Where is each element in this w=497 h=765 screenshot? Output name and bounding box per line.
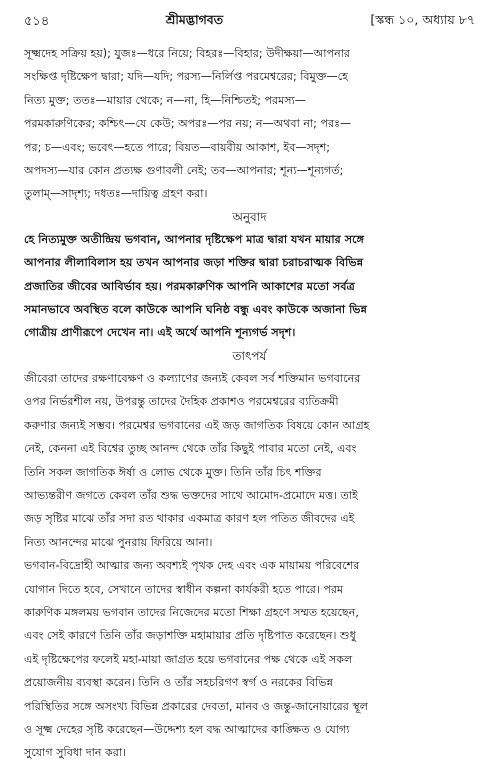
purport-line: ওপর নির্ভরশীল নয়, উপরন্তু তাদের দৈহিক প্রকাশও পরমেশ্বরের ব্যতিক্রমী (24, 395, 339, 409)
synonyms-line: পর; চ—এবং; ভবেৎ—হতে পারে; বিয়ত—বায়বীয় আকাশ, ইব—সদৃশ; (24, 140, 330, 154)
purport-line: ও সূক্ষ্ম দেহের সৃষ্টি করেছেন—উদ্দেশ্য হল বদ্ধ আত্মাদের কাঙ্ক্ষিত ও যোগ্য (24, 722, 350, 736)
purport-line: জীবেরা তাদের রক্ষণাবেক্ষণ ও কল্যাণের জন্যই কেবল সর্ব শক্তিমান ভগবানের (24, 371, 361, 385)
purport-line: প্রয়োজনীয় ব্যবস্থা করেন। তিনি ও তাঁর সহচরিগণ স্বর্গ ও নরকের বিভিন্ন (24, 676, 333, 690)
purport-line: এবং সেই কারণে তিনি তাঁর জড়াশক্তি মহামায়ার প্রতি দৃষ্টিপাত করেছেন। শুধু (24, 629, 356, 643)
translation-line: গোত্রীয় প্রাণীরূপে দেখেন না। এই অর্থে আপনি শূন্যগর্ভ সদৃশ। (24, 326, 296, 340)
purport-line: সুযোগ সুবিধা দান করা। (24, 746, 127, 760)
purport-line: করুণার জন্যই সম্ভব। পরমেশ্বর ভগবানের এই জড় জাগতিক বিষয়ে কোন আগ্রহ (24, 418, 370, 432)
purport-line: জড় সৃষ্টির মাঝে তাঁর সদা রত থাকার একমাত্র কারণ হল পতিত জীবদের এই (24, 512, 355, 526)
book-title: শ্রীমদ্ভাগবত (165, 12, 224, 27)
synonyms-line: অপদস্য—যার কোন প্রত্যক্ষ গুণাবলী নেই; তব—আপনার; শূন্য—শূন্যগর্ত; (24, 164, 344, 178)
translation-heading: অনুবাদ (232, 209, 267, 224)
translation-line: হে নিত্যমুক্ত অতীন্দ্রিয় ভগবান, আপনার দৃষ্টিক্ষেপ মাত্র দ্বারা যখন মায়ার সঙ্গে (24, 232, 364, 246)
page-number: ৫১৪ (24, 13, 50, 29)
purport-paragraph-1 (24, 367, 475, 554)
purport-line: আভ্যন্তরীণ জগতে কেবল তাঁর শুদ্ধ ভক্তদের সাথে আমোদ-প্রমোদে মত্ত। তাই (24, 488, 358, 502)
purport-line: যোগান দিতে হবে, সেখানে তাদের স্বাধীন কল্পনা কার্যকরী হতে পারে। পরম (24, 582, 344, 596)
synonyms-line: পরমকারুণিকের; কশ্চিৎ—যে কেউ; অপরঃ—পর নয়; ন—অথবা না; পরঃ— (24, 117, 352, 131)
purport-line: এই দৃষ্টিক্ষেপের ফলেই মহা-মায়া জাগ্রত হয়ে ভগবানের পক্ষ থেকে এই সকল (24, 652, 353, 666)
purport-line: ভগবান-বিদ্রোহী আত্মার জন্য অবশ্যই পৃথক দেহ এবং এক মায়াময় পরিবেশের (24, 559, 360, 573)
purport-paragraph-2 (24, 554, 475, 765)
translation-line: প্রজাতির জীবের আবির্ভাব হয়। পরমকারুণিক আপনি আকাশের মতো সর্বত্র (24, 279, 355, 293)
purport-line: তিনি সকল জাগতিক ঈর্ষা ও লোভ থেকে মুক্ত। তিনি তাঁর চিৎ শক্তির (24, 465, 322, 479)
page-header (24, 10, 475, 34)
purport-line: পরিস্থিতির সঙ্গে অসংখ্য বিভিন্ন প্রকারের দেবতা, মানব ও জন্তু-জানোয়ারের স্থূল (24, 699, 369, 713)
translation-line: সমানভাবে অবস্থিত বলে কাউকে আপনি ঘনিষ্ঠ বন্ধু এবং কাউকে অজানা ভিন্ন (24, 303, 367, 317)
page-content (24, 42, 475, 765)
translation-paragraph (24, 228, 475, 345)
synonyms-paragraph (24, 42, 475, 206)
synonyms-line: সূক্ষ্মদেহ সক্রিয় হয়); যুজঃ—ধরে নিয়ে; বিহরঃ—বিহার; উদীক্ষয়া—আপনার (24, 47, 351, 60)
purport-line: নিত্য আনন্দের মাঝে পুনরায় ফিরিয়ে আনা। (24, 535, 213, 549)
purport-line: নেই, কেননা এই বিশ্বের তুচ্ছ আনন্দ থেকে তাঁর কিছুই পাবার মতো নেই, এবং (24, 442, 357, 456)
chapter-reference: [স্কন্ধ ১০, অধ্যায় ৮৭ (370, 12, 475, 27)
purport-line: কারুণিক মঙ্গলময় ভগবান তাদের নিজেদের মতো শিক্ষা গ্রহণে সম্মত হয়েছেন, (24, 605, 359, 619)
synonyms-line: নিত্য মুক্ত; ততঃ—মায়ার থেকে; ন—না, হি—নিশ্চিতই; পরমস্য— (24, 93, 306, 107)
synonyms-line: তুলাম্—সাদৃশ্য; দধতঃ—দায়িত্ব গ্রহণ করা। (24, 187, 208, 201)
translation-line: আপনার লীলাবিলাস হয় তখন আপনার জড়া শক্তির দ্বারা চরাচরাত্মক বিভিন্ন (24, 256, 364, 270)
synonyms-line: সংক্ষিপ্ত দৃষ্টিক্ষেপ দ্বারা; যদি—যদি; পরস্য—নির্লিপ্ত পরমেশ্বরের; বিমুক্ত—হে (24, 70, 348, 84)
purport-heading: তাৎপর্য (232, 348, 267, 363)
